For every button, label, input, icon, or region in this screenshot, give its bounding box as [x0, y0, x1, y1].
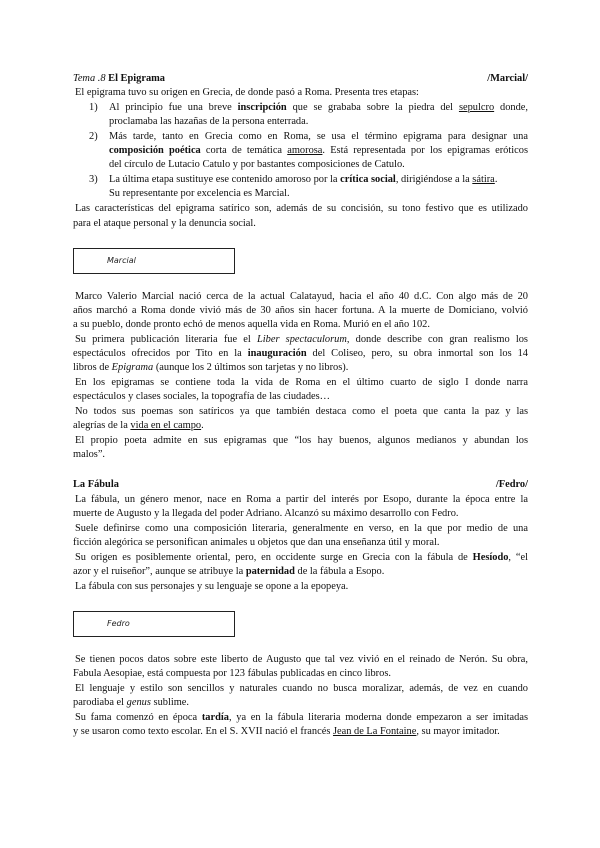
list-number: 2) — [89, 131, 98, 142]
fabula-p3-line-2: azor y el ruiseñor”, aunque se atribuye la paternidad de la fábula a Esopo. — [73, 566, 385, 577]
marcial-p4-line-2: alegrías de la vida en el campo. — [73, 420, 204, 431]
list-number: 3) — [89, 174, 98, 185]
marcial-p1-line-3: a su pueblo, donde pronto echó de menos aquella vida en Roma. Murió en el año 102. — [73, 319, 430, 330]
epigrama-closing-line-2: para el ataque personal y la denuncia social. — [73, 218, 256, 229]
marcial-p1-line-2: años marchó a Roma donde vivió más de 30 años sin hacer fortuna. A la muerte de Domiciano, volvió — [73, 305, 528, 316]
list-item-3-line-1: La última etapa sustituye ese contenido amoroso por la crítica social, dirigiéndose a la sátira. — [109, 174, 498, 185]
fabula-p1-line-1: La fábula, un género menor, nace en Roma a partir del interés por Esopo, durante la época entre la — [75, 494, 528, 505]
fabula-p2-line-2: ficción alegórica se personifican animales u objetos que dan una enseñanza útil y moral. — [73, 537, 440, 548]
fabula-p2-line-1: Suele definirse como una composición literaria, generalmente en verso, en la que por medio de una — [75, 523, 528, 534]
list-item-1-line-2: proclamaba las hazañas de la persona enterrada. — [109, 116, 309, 127]
marcial-p2-line-2: espectáculos ofrecidos por Tito en la inauguración del Coliseo, pero, su obra inmortal son los 14 — [73, 348, 528, 359]
list-item-2-line-2: composición poética corta de temática amorosa. Está representada por los epigramas eróticos — [109, 145, 529, 156]
fabula-p4-line-1: La fábula con sus personajes y su lenguaje se opone a la epopeya. — [75, 581, 349, 592]
author-box-marcial — [73, 248, 235, 274]
list-item-3-line-2: Su representante por excelencia es Marcial. — [109, 188, 290, 199]
author-tag-fedro: /Fedro/ — [495, 479, 528, 490]
marcial-p3-line-1: En los epigramas se contiene toda la vida de Roma en el último cuarto de siglo I donde narra — [75, 377, 528, 388]
marcial-p2-line-3: libros de Epigrama (aunque los 2 últimos son tarjetas y no libros). — [73, 362, 349, 373]
tema-number: Tema .8 — [73, 73, 106, 84]
list-item-2-line-1: Más tarde, tanto en Grecia como en Roma, se usa el término epigrama para designar una — [109, 131, 528, 142]
marcial-p5-line-1: El propio poeta admite en sus epigramas que “los hay buenos, algunos medianos y abundan los — [75, 435, 528, 446]
list-item-1-line-1: Al principio fue una breve inscripción que se grababa sobre la piedra del sepulcro donde, — [109, 102, 529, 113]
fedro-p1-line-1: Se tienen pocos datos sobre este liberto de Augusto que tal vez vivió en el reinado de Nerón. Su obra, — [75, 654, 528, 665]
author-box-fedro — [73, 611, 235, 637]
section-header-epigrama — [73, 72, 165, 85]
fedro-p3-line-2: y se usaron como texto escolar. En el S. XVII nació el francés Jean de La Fontaine, su mayor imitador. — [73, 726, 500, 737]
list-item-2-line-3: del círculo de Lutacio Catulo y por bastantes composiciones de Catulo. — [109, 159, 405, 170]
author-tag-marcial: /Marcial/ — [487, 73, 528, 84]
marcial-p3-line-2: espectáculos y clases sociales, la topografía de las ciudades… — [73, 391, 331, 402]
marcial-p2-line-1: Su primera publicación literaria fue el Liber spectaculorum, donde describe con gran realismo los — [75, 334, 528, 345]
fedro-p2-line-1: El lenguaje y estilo son sencillos y naturales cuando no busca moralizar, además, de vez en cuando — [75, 683, 528, 694]
fedro-p3-line-1: Su fama comenzó en época tardía, ya en la fábula literaria moderna donde empezaron a ser imitadas — [75, 712, 528, 723]
fedro-p2-line-2: parodiaba el genus sublime. — [73, 697, 190, 708]
intro-text: El epigrama tuvo su origen en Grecia, de donde pasó a Roma. Presenta tres etapas: — [75, 87, 419, 98]
list-number: 1) — [89, 102, 98, 113]
box-label: Fedro — [107, 619, 130, 628]
marcial-p4-line-1: No todos sus poemas son satíricos ya que también destaca como el poeta que canta la paz y las — [75, 406, 528, 417]
marcial-p5-line-2: malos”. — [73, 449, 106, 460]
section-title: El Epigrama — [108, 73, 166, 84]
section-title-fabula: La Fábula — [73, 479, 119, 490]
fedro-p1-line-2: Fabula Aesopiae, está compuesta por 123 fábulas publicadas en cinco libros. — [73, 668, 391, 679]
fabula-p3-line-1: Su origen es posiblemente oriental, pero, en occidente surge en Grecia con la fábula de Hesíodo, “el — [75, 552, 528, 563]
box-label: Marcial — [107, 256, 136, 265]
epigrama-closing-line-1: Las características del epigrama satírico son, además de su concisión, su tono festivo que es utilizado — [75, 203, 528, 214]
fabula-p1-line-2: muerte de Augusto y la llegada del poder Adriano. Alcanzó su máximo desarrollo con Fedro. — [73, 508, 459, 519]
marcial-p1-line-1: Marco Valerio Marcial nació cerca de la actual Calatayud, hacia el año 40 d.C. Con algo más de 20 — [75, 291, 528, 302]
